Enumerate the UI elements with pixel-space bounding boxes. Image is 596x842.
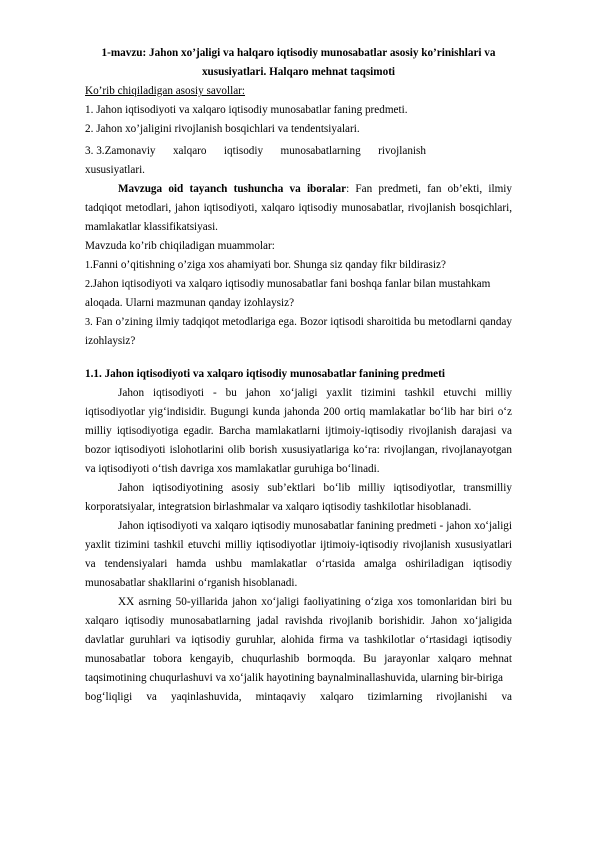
body-paragraph: Jahon iqtisodiyotining asosiy sub’ektlari bo‘lib milliy iqtisodiyotlar, transmilliy korporatsiyalar, integratsion birlashmalar va xalqaro iqtisodiy tashkilotlar hisoblanadi. <box>85 482 512 513</box>
problems-heading: Mavzuda ko’rib chiqiladigan muammolar: <box>85 240 275 252</box>
question-3-word: munosabatlarning <box>280 145 361 157</box>
body-word: rivojlanishi <box>436 691 488 703</box>
key-terms-paragraph <box>85 180 512 237</box>
key-terms-text: : Fan predmeti, fan ob’ekti, ilmiy tadqiqot metodlari, jahon iqtisodiyoti, xalqaro iqtisodiy munosabatlar, rivojlanish bosqichlari, mamlakatlar klassifikatsiyasi. <box>85 183 512 233</box>
body-word: tizimlarning <box>367 691 423 703</box>
question-3-word: iqtisodiy <box>223 145 264 157</box>
problem-text: Fanni o’qitishning o’ziga xos ahamiyati bor. Shunga siz qanday fikr bildirasiz? <box>92 259 446 271</box>
questions-heading: Ko’rib chiqiladigan asosiy savollar: <box>85 85 246 97</box>
question-item-2: 2. Jahon xo’jaligini rivojlanish bosqichlari va tendentsiyalari. <box>85 123 360 135</box>
problem-number: 2. <box>85 279 93 290</box>
problem-number: 1. <box>85 260 93 271</box>
body-paragraph: Jahon iqtisodiyoti va xalqaro iqtisodiy munosabatlar fanining predmeti - jahon xo‘jaligi yaxlit tizimini tashkil etuvchi milliy iqtisodiyotlar ijtimoiy-iqtisodiy rivojlanish xususiyatlari va tendensiyalari hamda ushbu mamlakatlar o‘rtasida amalga oshiriladigan iqtisodiy munosabatlar shakllarini o‘rganish hisoblanadi. <box>85 520 512 589</box>
body-word: va <box>501 691 512 703</box>
body-paragraph: XX asrning 50-yillarida jahon xo‘jaligi faoliyatining o‘ziga xos tomonlaridan biri bu xalqaro iqtisodiy munosabatlarning jadal ravishda rivojlanib borishidir. Jahon xo‘jaligida davlatlar guruhlari va iqtisodiy guruhlar, alohida firma va tashkilotlar o‘rtasidagi iqtisodiy munosabatlar tobora kengayib, chuqurlashib bormoqda. Bu jarayonlar xalqaro mehnat taqsimotining chuqurlashuvi va xo‘jalik hayotining baynalminallashuvida, ularning bir-biriga <box>85 596 512 684</box>
body-word: mintaqaviy <box>255 691 306 703</box>
question-item-1: 1. Jahon iqtisodiyoti va xalqaro iqtisodiy munosabatlar faning predmeti. <box>85 104 408 116</box>
body-last-line <box>85 688 512 707</box>
body-word: va <box>146 691 157 703</box>
question-3-word: 3. 3.Zamonaviy <box>85 145 156 157</box>
problem-number: 3. <box>85 317 93 328</box>
key-terms-label: Mavzuga oid tayanch tushuncha va iboralar <box>118 183 347 195</box>
body-paragraph: Jahon iqtisodiyoti - bu jahon xo‘jaligi yaxlit tizimini tashkil etuvchi milliy iqtisodiyotlar yig‘indisidir. Bugungi kunda jahonda 200 ortiq mamlakatlar bo‘lib har biri o‘z milliy iqtisodiyotiga egadir. Barcha mamlakatlarni ijtimoiy-iqtisodiy rivojlanish darajasi va bozor iqtisodiyoti islohotlarini olib borish xususiyatlariga ko‘ra: rivojlangan, rivojlanayotgan va iqtisodiyoti o‘tish davriga xos mamlakatlar guruhiga bo‘linadi. <box>85 387 512 475</box>
problem-item-1 <box>85 256 512 275</box>
question-3-word: rivojlanish <box>378 145 426 157</box>
question-3-tail: xususiyatlari. <box>85 164 145 176</box>
problem-text: Fan o’zining ilmiy tadqiqot metodlariga ega. Bozor iqtisodi sharoitida bu metodlarni qanday izohlaysiz? <box>85 316 512 347</box>
document-page <box>85 44 512 707</box>
question-item-3 <box>85 142 512 161</box>
document-title: 1-mavzu: Jahon xo’jaligi va halqaro iqtisodiy munosabatlar asosiy ko’rinishlari va xususiyatlari. Halqaro mehnat taqsimoti <box>101 47 496 78</box>
problem-item-3 <box>85 313 512 351</box>
problem-item-2 <box>85 275 512 313</box>
problem-text: Jahon iqtisodiyoti va xalqaro iqtisodiy munosabatlar fani boshqa fanlar bilan mustahkam aloqada. Ularni mazmunan qanday izohlaysiz? <box>85 278 491 309</box>
section-spacer <box>85 351 512 365</box>
body-word: xalqaro <box>320 691 354 703</box>
question-3-word: xalqaro <box>172 145 207 157</box>
body-word: bog‘liqligi <box>85 691 133 703</box>
body-word: yaqinlashuvida, <box>170 691 242 703</box>
section-heading: 1.1. Jahon iqtisodiyoti va xalqaro iqtisodiy munosabatlar fanining predmeti <box>85 368 445 380</box>
